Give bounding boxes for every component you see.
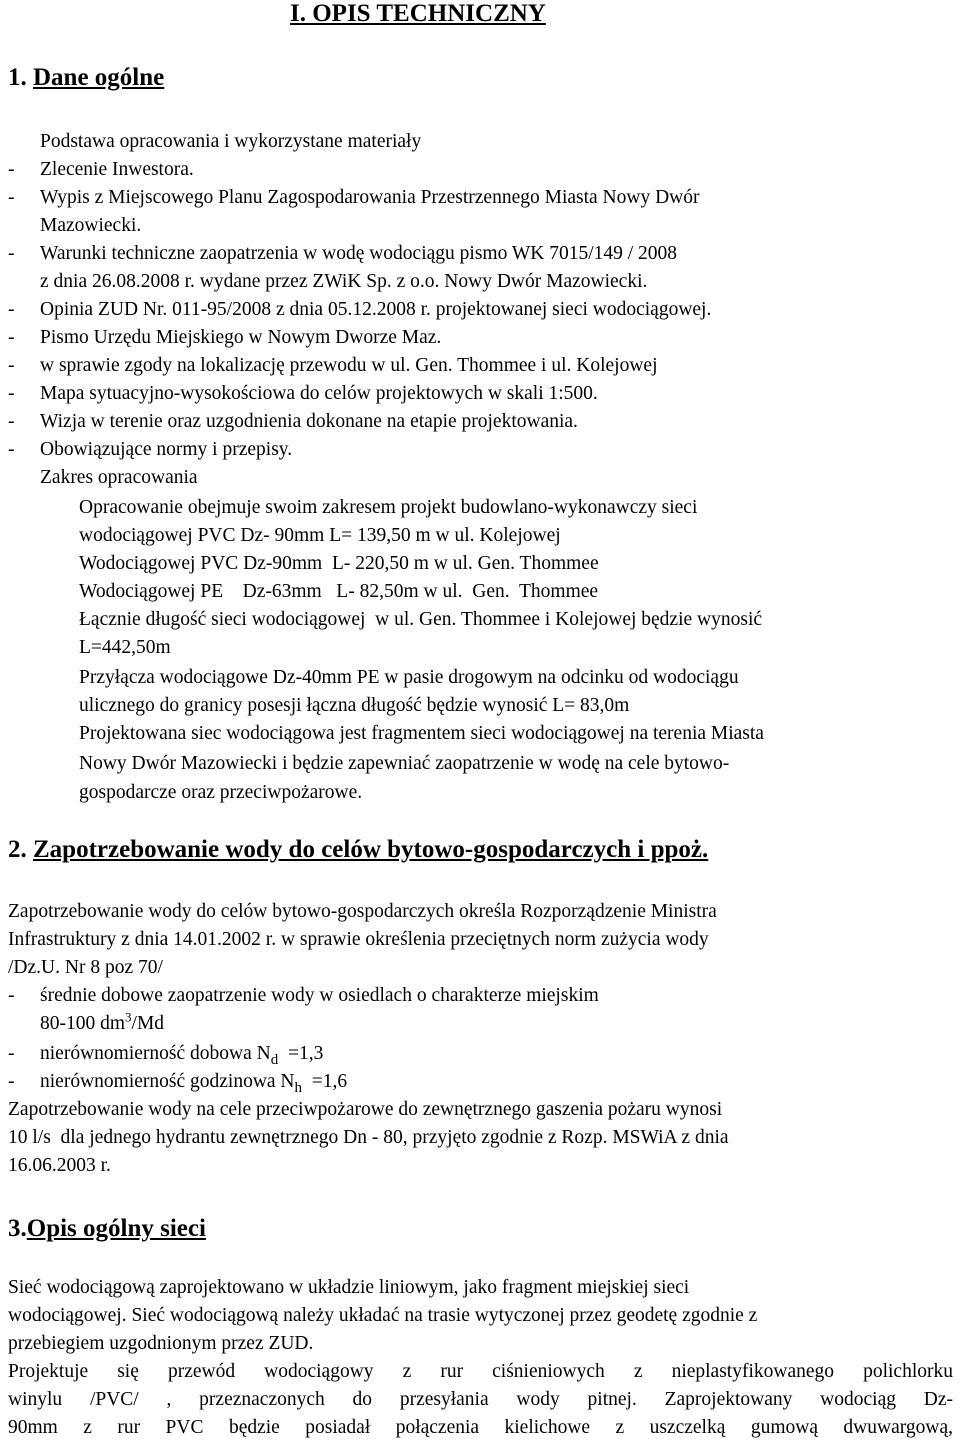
list-item: - nierównomierność dobowa $N_d =1,3$ [8,1043,324,1068]
list-item: - Wypis z Miejscowego Planu Zagospodarowania Przestrzennego Miasta Nowy Dwór [8,187,700,208]
scope-line: Przyłącza wodociągowe Dz-40mm PE w pasie drogowym na odcinku od wodociągu [79,667,739,688]
paragraph-line: 10 l/s dla jednego hydrantu zewnętrznego Dn - 80, przyjęto zgodnie z Rozp. MSWiA z dnia [8,1127,729,1148]
list-item: - Zlecenie Inwestora. [8,159,194,180]
list-item-continuation: z dnia 26.08.2008 r. wydane przez ZWiK Sp. z o.o. Nowy Dwór Mazowiecki. [40,271,648,292]
paragraph-line: /Dz.U. Nr 8 poz 70/ [8,957,163,978]
section-2-heading: 2. Zapotrzebowanie wody do celów bytowo-gospodarczych i ppoż. [8,836,709,863]
scope-line: Wodociągowej PVC Dz-90mm L- 220,50 m w ul. Gen. Thommee [79,553,599,574]
scope-line: gospodarcze oraz przeciwpożarowe. [79,782,363,803]
paragraph-line: Infrastruktury z dnia 14.01.2002 r. w sprawie określenia przeciętnych norm zużycia wody [8,929,709,950]
scope-line: Projektowana siec wodociągowa jest fragmentem sieci wodociągowej na terenia Miasta [79,723,764,744]
paragraph-line: Sieć wodociągową zaprojektowano w układzie liniowym, jako fragment miejskiej sieci [8,1277,690,1298]
section-3-heading: 3.Opis ogólny sieci [8,1215,206,1242]
section-1-intro: Podstawa opracowania i wykorzystane materiały [40,131,422,152]
paragraph-line: 90mm z rur PVC będzie posiadał połączenia kielichowe z uszczelką gumową dwuwargową, [8,1417,953,1438]
paragraph-line: Zapotrzebowanie wody do celów bytowo-gospodarczych określa Rozporządzenie Ministra [8,901,717,922]
paragraph-line: Zapotrzebowanie wody na cele przeciwpożarowe do zewnętrznego gaszenia pożaru wynosi [8,1099,723,1120]
daily-value: 80-100 $dm^3/Md$ [40,1009,165,1034]
section-1-heading: 1. Dane ogólne [8,64,165,91]
list-item: - Mapa sytuacyjno-wysokościowa do celów projektowych w skali 1:500. [8,383,598,404]
paragraph-line: 16.06.2003 r. [8,1155,111,1176]
paragraph-line: przebiegiem uzgodnionym przez ZUD. [8,1333,314,1354]
paragraph-line: Projektuje się przewód wodociągowy z rur ciśnieniowych z nieplastyfikowanego polichlorku [8,1361,953,1382]
list-item: - Opinia ZUD Nr. 011-95/2008 z dnia 05.12.2008 r. projektowanej sieci wodociągowej. [8,299,712,320]
list-item: - średnie dobowe zaopatrzenie wody w osiedlach o charakterze miejskim [8,985,599,1006]
scope-line: ulicznego do granicy posesji łączna długość będzie wynosić L= 83,0m [79,695,630,716]
list-item: - w sprawie zgody na lokalizację przewodu w ul. Gen. Thommee i ul. Kolejowej [8,355,658,376]
document-title: I. OPIS TECHNICZNY [290,0,546,27]
list-item: - Warunki techniczne zaopatrzenia w wodę wodociągu pismo WK 7015/149 / 2008 [8,243,678,264]
scope-line: Wodociągowej PE Dz-63mm L- 82,50m w ul. Gen. Thommee [79,581,599,602]
scope-title: Zakres opracowania [40,467,198,488]
scope-line: Opracowanie obejmuje swoim zakresem projekt budowlano-wykonawczy sieci [79,497,698,518]
list-item: - Obowiązujące normy i przepisy. [8,439,293,460]
list-item-continuation: Mazowiecki. [40,215,142,236]
list-item: - nierównomierność godzinowa $N_h =1,6$ [8,1071,348,1096]
paragraph-line: winylu /PVC/ , przeznaczonych do przesyłania wody pitnej. Zaprojektowany wodociąg Dz- [8,1389,953,1410]
scope-line: wodociągowej PVC Dz- 90mm L= 139,50 m w ul. Kolejowej [79,525,561,546]
scope-line: L=442,50m [79,637,171,658]
scope-line: Nowy Dwór Mazowiecki i będzie zapewniać zaopatrzenie w wodę na cele bytowo- [79,753,730,774]
paragraph-line: wodociągowej. Sieć wodociągową należy układać na trasie wytyczonej przez geodetę zgodnie z [8,1305,758,1326]
list-item: - Pismo Urzędu Miejskiego w Nowym Dworze Maz. [8,327,442,348]
list-item: - Wizja w terenie oraz uzgodnienia dokonane na etapie projektowania. [8,411,578,432]
scope-line: Łącznie długość sieci wodociągowej w ul. Gen. Thommee i Kolejowej będzie wynosić [79,609,763,630]
